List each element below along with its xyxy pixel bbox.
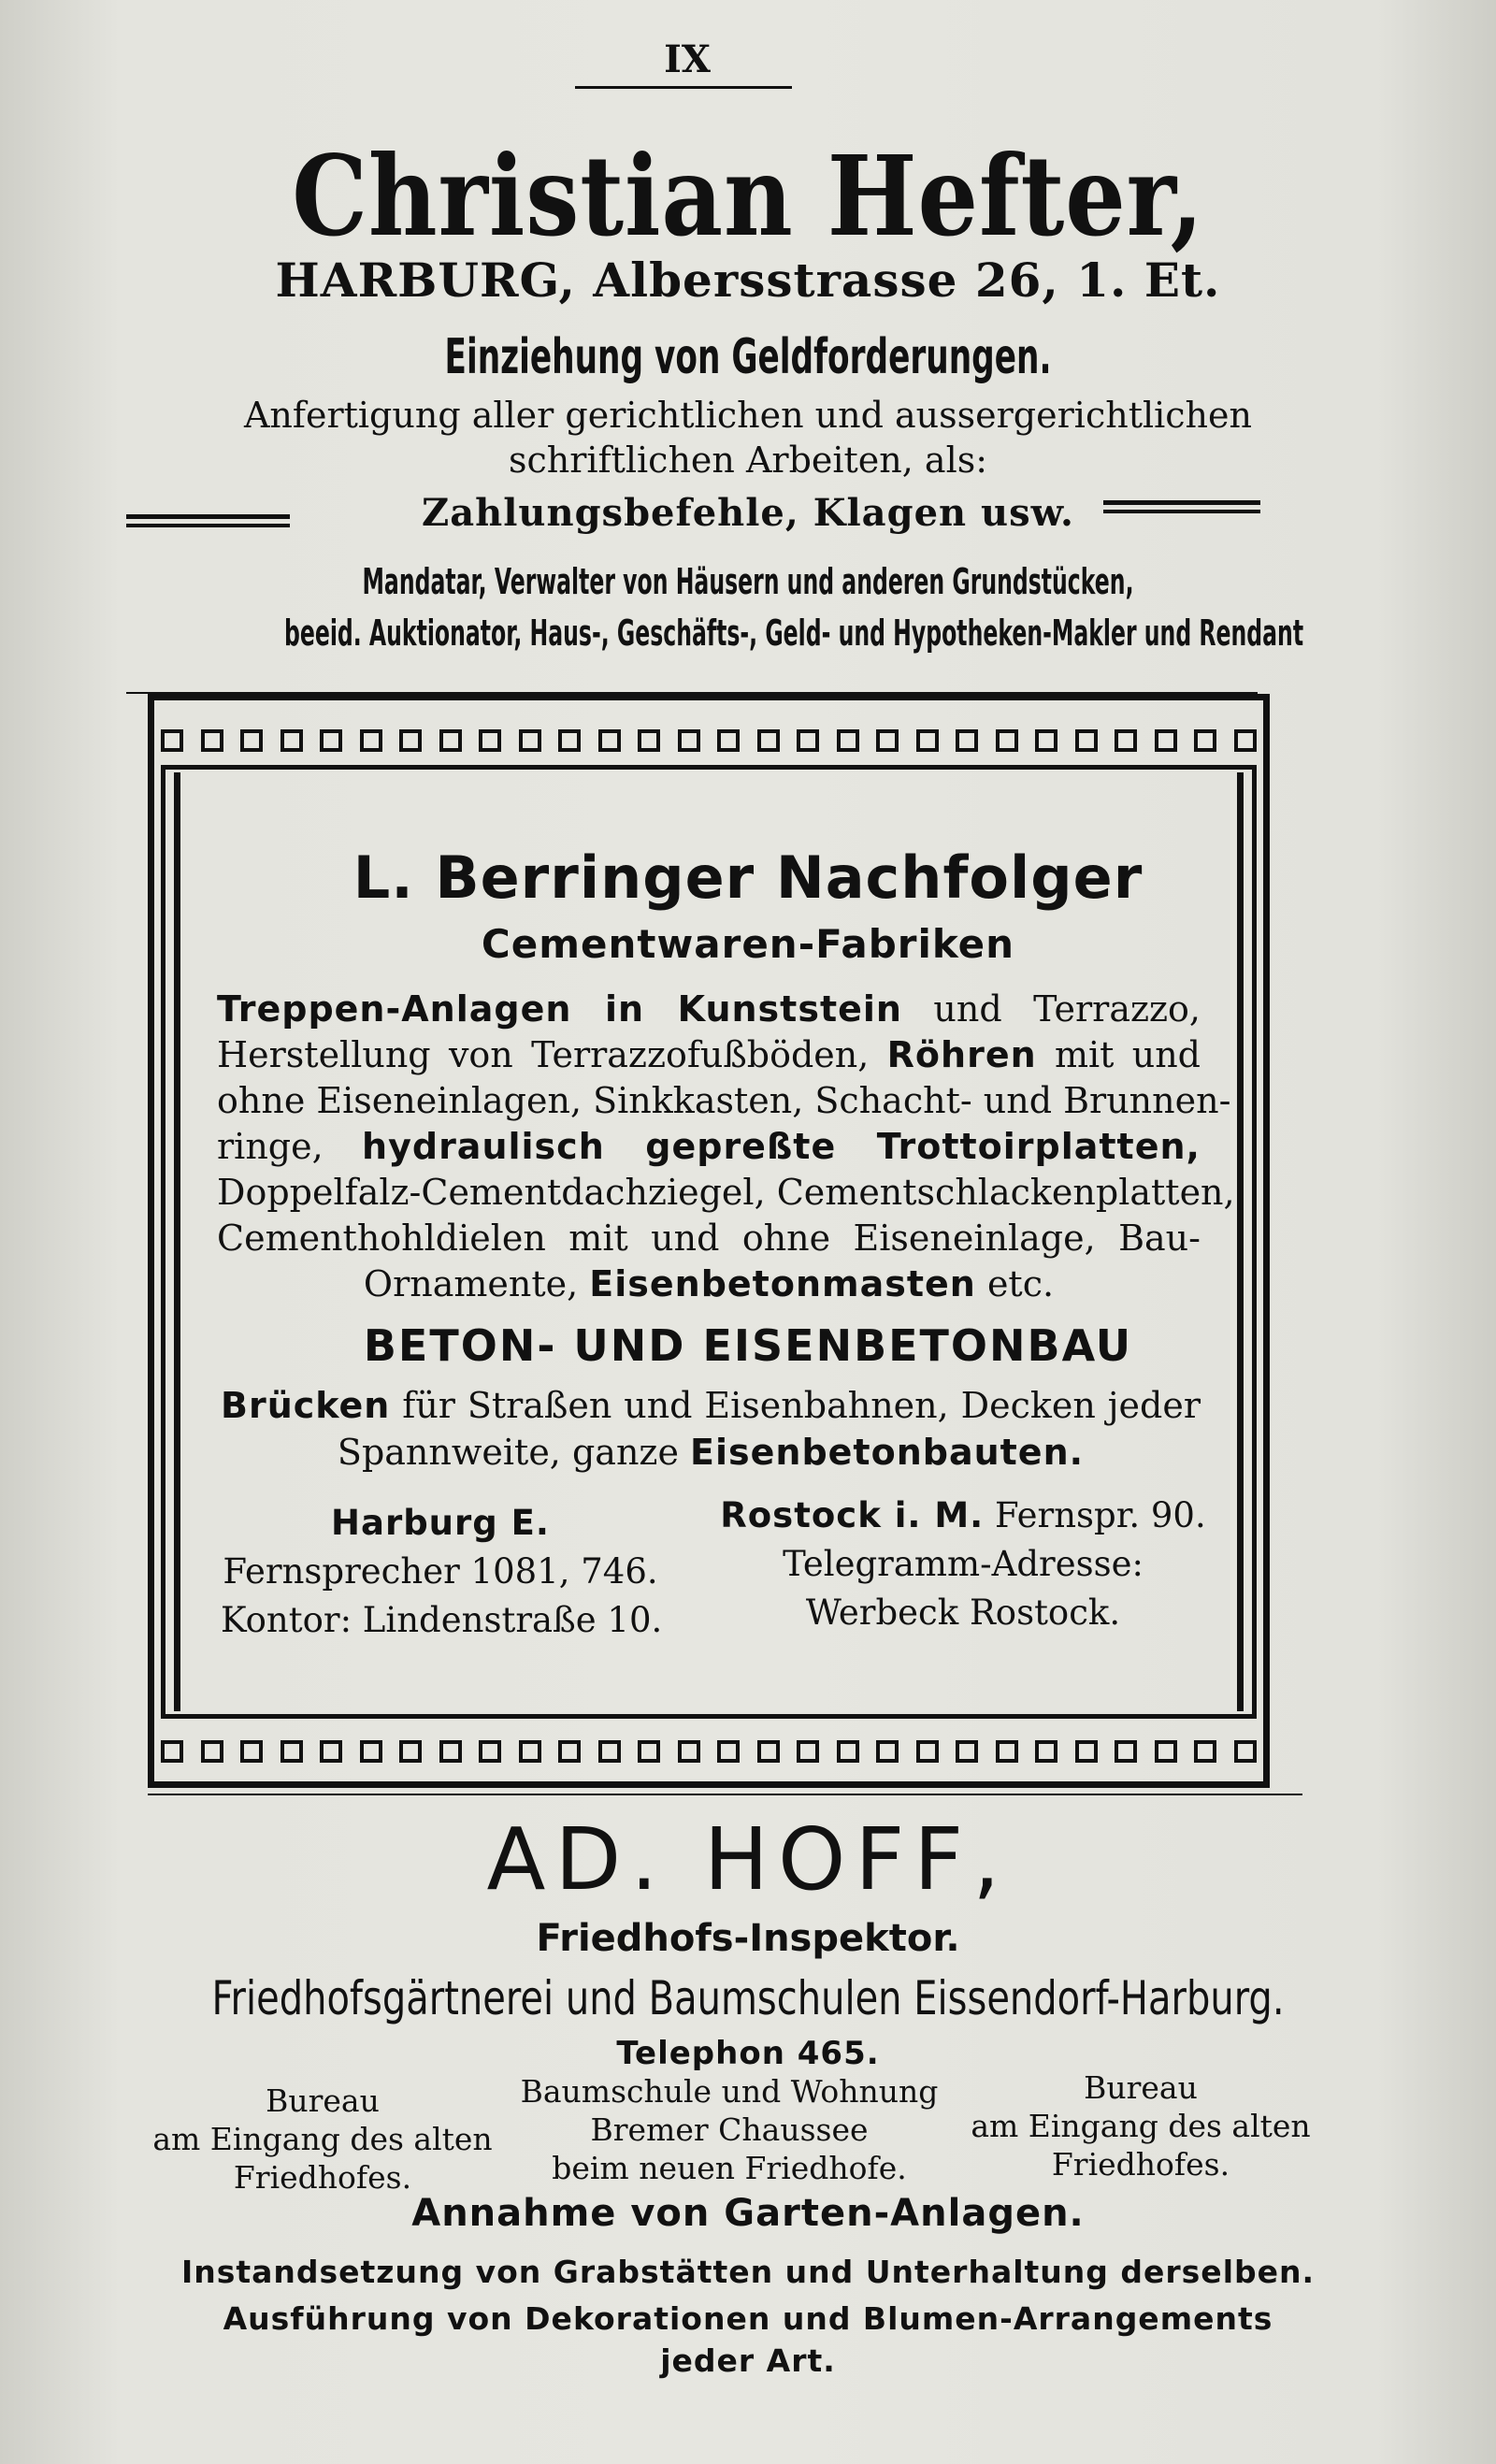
products-line: ringe, hydraulisch gepreßte Trottoirplatten, [217, 1126, 1201, 1167]
hoff-instandsetzung: Instandsetzung von Grabstätten und Unterhaltung derselben. [180, 2254, 1316, 2290]
ornament-square [558, 729, 581, 752]
hoff-ausfuehrung: Ausführung von Dekorationen und Blumen-Arrangements [223, 2300, 1273, 2337]
ornament-square [240, 1740, 263, 1763]
ornament-square [519, 1740, 541, 1763]
ornament-square [1155, 729, 1177, 752]
ornament-square [797, 1740, 819, 1763]
ornament-square [1035, 729, 1057, 752]
ornament-square [399, 1740, 422, 1763]
ornament-border-top [157, 722, 1260, 759]
products-line: ohne Eiseneinlagen, Sinkkasten, Schacht- und Brunnen- [217, 1080, 1231, 1121]
ornament-square [797, 729, 819, 752]
ornament-square [678, 729, 700, 752]
ornament-square [320, 729, 342, 752]
berringer-beton-heading: BETON- UND EISENBETONBAU [363, 1320, 1133, 1371]
ornament-square [280, 1740, 303, 1763]
hefter-name: Christian Hefter, [292, 131, 1204, 261]
ornament-square [996, 1740, 1018, 1763]
rostock-phone: Fernspr. 90. [984, 1495, 1206, 1535]
ornament-square [757, 1740, 780, 1763]
separator-rule [148, 1794, 1302, 1795]
hoff-annahme: Annahme von Garten-Anlagen. [411, 2192, 1085, 2235]
ornament-square [1115, 729, 1137, 752]
ornament-square [638, 729, 660, 752]
ornament-square [161, 1740, 183, 1763]
ornament-square [240, 729, 263, 752]
ornament-square [757, 729, 780, 752]
ornament-border-bottom [157, 1733, 1260, 1770]
hefter-address: HARBURG, Albersstrasse 26, 1. Et. [275, 252, 1221, 308]
berringer-bruecken [221, 1382, 1201, 1476]
page-number: IX [664, 37, 711, 81]
ornament-square [956, 729, 978, 752]
ornament-square [360, 1740, 382, 1763]
bruecken-line: Spannweite, ganze Eisenbetonbauten. [337, 1432, 1085, 1473]
ornament-square [1234, 1740, 1257, 1763]
ornament-square [1075, 729, 1098, 752]
ornament-square [1194, 729, 1216, 752]
claims-rule-right [1103, 500, 1260, 513]
ornament-square [161, 729, 183, 752]
ornament-square [916, 729, 939, 752]
ornament-square [280, 729, 303, 752]
berringer-subtitle: Cementwaren-Fabriken [481, 921, 1015, 967]
hefter-auctioneer: beeid. Auktionator, Haus-, Geschäfts-, Geld- und Hypotheken-Makler und Rendant [284, 612, 1304, 654]
ornament-square [598, 1740, 621, 1763]
ornament-square [1075, 1740, 1098, 1763]
hefter-production-line2: schriftlichen Arbeiten, als: [508, 439, 988, 481]
rostock-city: Rostock i. M. [720, 1495, 985, 1535]
bruecken-line: Brücken für Straßen und Eisenbahnen, Decken jeder [221, 1385, 1201, 1426]
hefter-production [0, 393, 1496, 483]
ornament-square [598, 729, 621, 752]
ornament-square [1194, 1740, 1216, 1763]
ornament-square [439, 1740, 462, 1763]
ornament-square [876, 729, 899, 752]
ornament-square [399, 729, 422, 752]
berringer-products [217, 987, 1235, 1307]
ornament-square [479, 729, 501, 752]
products-line: Ornamente, Eisenbetonmasten etc. [363, 1263, 1055, 1304]
ornament-square [678, 1740, 700, 1763]
ornament-square [717, 1740, 740, 1763]
hoff-jeder-art: jeder Art. [660, 2342, 836, 2379]
rostock-telegram-label: Telegramm-Adresse: [783, 1544, 1144, 1584]
page-number-rule [575, 86, 792, 89]
ornament-square [1115, 1740, 1137, 1763]
ornament-square [439, 729, 462, 752]
berringer-harburg-contact [221, 1499, 663, 1645]
ornament-square [876, 1740, 899, 1763]
hoff-name: AD. HOFF, [486, 1809, 1010, 1909]
hefter-collection: Einziehung von Geldforderungen. [444, 329, 1052, 385]
harburg-office: Kontor: Lindenstraße 10. [221, 1600, 663, 1640]
ornament-square [638, 1740, 660, 1763]
ornament-square [996, 729, 1018, 752]
ornament-square [201, 729, 223, 752]
hefter-mandatar: Mandatar, Verwalter von Häusern und anderen Grundstücken, [362, 561, 1134, 602]
ornament-square [201, 1740, 223, 1763]
ornament-square [558, 1740, 581, 1763]
hoff-business: Friedhofsgärtnerei und Baumschulen Eissendorf-Harburg. [211, 1971, 1285, 2025]
hoff-bureau-right: Bureau am Eingang des alten Friedhofes. [971, 2069, 1311, 2183]
hefter-claims: Zahlungsbefehle, Klagen usw. [422, 491, 1074, 535]
products-line: Doppelfalz-Cementdachziegel, Cementschlackenplatten, [217, 1172, 1235, 1213]
hoff-title: Friedhofs-Inspektor. [536, 1917, 960, 1960]
ornament-square [1155, 1740, 1177, 1763]
ornament-square [837, 1740, 859, 1763]
ornament-square [956, 1740, 978, 1763]
harburg-phone: Fernsprecher 1081, 746. [223, 1551, 658, 1592]
products-line: Treppen-Anlagen in Kunststein und Terrazzo, [217, 988, 1201, 1030]
ornament-square [320, 1740, 342, 1763]
harburg-city: Harburg E. [331, 1503, 550, 1543]
ornament-square [479, 1740, 501, 1763]
products-line: Herstellung von Terrazzofußböden, Röhren mit und [217, 1034, 1201, 1075]
rostock-telegram: Werbeck Rostock. [805, 1592, 1121, 1633]
hoff-nursery: Baumschule und Wohnung Bremer Chaussee beim neuen Friedhofe. [520, 2073, 939, 2186]
products-line: Cementhohldielen mit und ohne Eiseneinlage, Bau- [217, 1218, 1201, 1259]
hoff-bureau-left: Bureau am Eingang des alten Friedhofes. [152, 2082, 493, 2196]
ornament-square [1234, 729, 1257, 752]
ornament-square [519, 729, 541, 752]
ornament-square [916, 1740, 939, 1763]
ornament-square [717, 729, 740, 752]
hefter-production-line1: Anfertigung aller gerichtlichen und aussergerichtlichen [243, 395, 1252, 436]
berringer-rostock-contact [711, 1491, 1216, 1637]
hoff-telephone: Telephon 465. [616, 2035, 880, 2072]
berringer-title: L. Berringer Nachfolger [352, 843, 1144, 912]
ornament-square [837, 729, 859, 752]
ornament-square [360, 729, 382, 752]
ornament-square [1035, 1740, 1057, 1763]
